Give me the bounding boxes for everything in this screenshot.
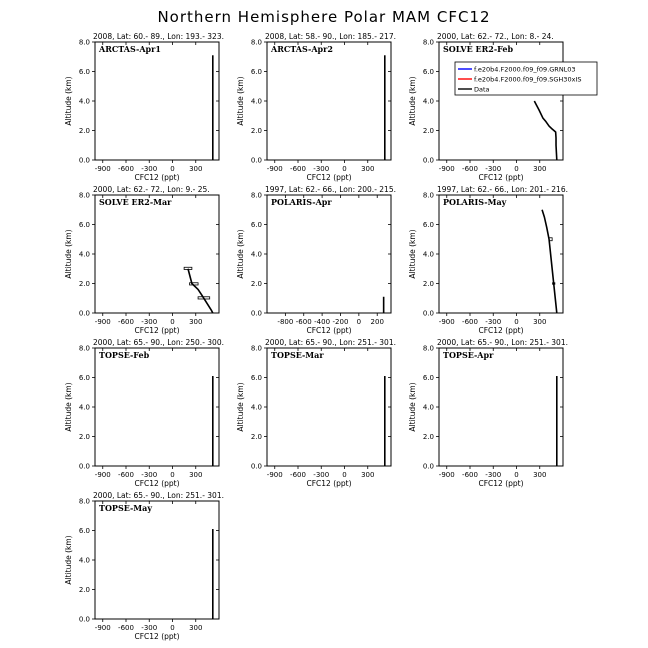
y-axis-label: Altitude (km): [64, 76, 73, 126]
x-tick-label: -600: [118, 624, 134, 632]
y-tick-label: 6.0: [78, 374, 90, 382]
plot-frame: [95, 195, 219, 313]
y-tick-label: 2.0: [422, 433, 434, 441]
data-series-line: [542, 210, 557, 313]
y-tick-label: 4.0: [78, 250, 90, 259]
y-tick-label: 4.0: [422, 403, 434, 412]
x-tick-label: -900: [438, 165, 455, 173]
x-axis-label: CFC12 (ppt): [134, 173, 180, 182]
x-tick-label: -900: [438, 318, 455, 326]
y-tick-label: 6.0: [422, 374, 434, 382]
y-axis-label: Altitude (km): [408, 229, 417, 279]
x-tick-label: 300: [533, 471, 547, 479]
x-tick-label: -600: [118, 318, 134, 326]
panel-header: 2000, Lat: 65.- 90., Lon: 250.- 300.: [93, 338, 224, 347]
x-tick-label: -600: [462, 318, 478, 326]
x-axis-label: CFC12 (ppt): [134, 632, 180, 641]
x-tick-label: -300: [485, 165, 502, 173]
y-tick-label: 6.0: [78, 221, 90, 229]
x-tick-label: 300: [533, 318, 547, 326]
y-tick-label: 8.0: [78, 38, 90, 47]
x-tick-label: 300: [189, 624, 203, 632]
y-tick-label: 0.0: [250, 309, 262, 318]
panel-2: [236, 32, 396, 182]
panel-header: 2000, Lat: 62.- 72., Lon: 8.- 24.: [437, 32, 554, 41]
x-tick-label: 300: [189, 471, 203, 479]
y-tick-label: 8.0: [250, 191, 262, 200]
y-tick-label: 4.0: [422, 250, 434, 259]
panel-6: [408, 185, 568, 335]
x-tick-label: 0: [170, 318, 175, 326]
panels-grid: [64, 32, 597, 641]
x-tick-label: 300: [189, 318, 203, 326]
panel-header: 2008, Lat: 58.- 90., Lon: 185.- 217.: [265, 32, 396, 41]
y-tick-label: 2.0: [78, 433, 90, 441]
panel-name: ARCTAS-Apr2: [271, 44, 333, 54]
x-tick-label: 300: [361, 471, 375, 479]
panel-name: TOPSE-Mar: [271, 350, 324, 360]
plot-frame: [95, 42, 219, 160]
panel-name: POLARIS-May: [443, 197, 507, 207]
y-tick-label: 4.0: [250, 403, 262, 412]
y-axis-label: Altitude (km): [64, 535, 73, 585]
y-axis-label: Altitude (km): [236, 229, 245, 279]
x-tick-label: -600: [295, 318, 312, 326]
data-series-line: [188, 269, 213, 313]
y-tick-label: 2.0: [250, 280, 262, 288]
x-tick-label: -900: [266, 165, 283, 173]
y-tick-label: 0.0: [422, 309, 434, 318]
x-axis-label: CFC12 (ppt): [478, 326, 524, 335]
panel-header: 2000, Lat: 62.- 72., Lon: 9.- 25.: [93, 185, 210, 194]
y-tick-label: 6.0: [78, 68, 90, 76]
y-tick-label: 8.0: [250, 344, 262, 353]
x-tick-label: 0: [342, 165, 347, 173]
panel-7: [64, 338, 224, 488]
legend-label: Data: [474, 85, 490, 94]
x-tick-label: -900: [438, 471, 455, 479]
x-tick-label: 0: [170, 165, 175, 173]
x-tick-label: -300: [141, 471, 158, 479]
panel-header: 2000, Lat: 65.- 90., Lon: 251.- 301.: [437, 338, 568, 347]
y-axis-label: Altitude (km): [64, 382, 73, 432]
plot-frame: [267, 42, 391, 160]
y-tick-label: 8.0: [78, 191, 90, 200]
panel-header: 2000, Lat: 65.- 90., Lon: 251.- 301.: [265, 338, 396, 347]
panel-header: 2000, Lat: 65.- 90., Lon: 251.- 301.: [93, 491, 224, 500]
plot-frame: [267, 348, 391, 466]
y-tick-label: 2.0: [250, 127, 262, 135]
panel-name: TOPSE-Feb: [99, 350, 150, 360]
x-axis-label: CFC12 (ppt): [478, 479, 524, 488]
legend: [455, 62, 597, 95]
x-tick-label: 0: [170, 471, 175, 479]
y-tick-label: 0.0: [78, 156, 90, 165]
x-tick-label: -900: [94, 471, 111, 479]
y-tick-label: 0.0: [250, 462, 262, 471]
x-axis-label: CFC12 (ppt): [306, 326, 352, 335]
plot-frame: [439, 348, 563, 466]
y-tick-label: 8.0: [422, 191, 434, 200]
plot-frame: [439, 42, 563, 160]
panel-4: [64, 185, 219, 335]
y-tick-label: 0.0: [422, 156, 434, 165]
panel-header: 2008, Lat: 60.- 89., Lon: 193.- 323.: [93, 32, 224, 41]
y-tick-label: 6.0: [422, 68, 434, 76]
x-tick-label: -900: [94, 624, 111, 632]
x-tick-label: -600: [290, 165, 306, 173]
x-tick-label: -600: [118, 471, 134, 479]
x-tick-label: 0: [342, 471, 347, 479]
y-tick-label: 2.0: [78, 280, 90, 288]
y-tick-label: 8.0: [78, 497, 90, 506]
panel-5: [236, 185, 396, 335]
y-tick-label: 4.0: [250, 250, 262, 259]
y-tick-label: 2.0: [78, 127, 90, 135]
x-tick-label: -900: [94, 165, 111, 173]
panel-name: TOPSE-Apr: [443, 350, 494, 360]
y-tick-label: 8.0: [78, 344, 90, 353]
x-axis-label: CFC12 (ppt): [134, 479, 180, 488]
panel-name: ARCTAS-Apr1: [99, 44, 161, 54]
y-tick-label: 4.0: [422, 97, 434, 106]
panel-8: [236, 338, 396, 488]
y-tick-label: 6.0: [78, 527, 90, 535]
x-tick-label: -600: [462, 165, 478, 173]
x-tick-label: -300: [485, 471, 502, 479]
x-tick-label: 200: [370, 318, 384, 326]
data-series-line: [534, 101, 556, 160]
x-tick-label: -300: [141, 318, 158, 326]
y-tick-label: 0.0: [78, 615, 90, 624]
plot-frame: [439, 195, 563, 313]
panel-name: POLARIS-Apr: [271, 197, 332, 207]
y-tick-label: 4.0: [78, 97, 90, 106]
plot-frame: [95, 501, 219, 619]
x-tick-label: -900: [266, 471, 283, 479]
y-tick-label: 8.0: [422, 344, 434, 353]
panel-header: 1997, Lat: 62.- 66., Lon: 201.- 216.: [437, 185, 568, 194]
y-axis-label: Altitude (km): [64, 229, 73, 279]
x-tick-label: -800: [277, 318, 294, 326]
y-tick-label: 4.0: [78, 556, 90, 565]
x-tick-label: -600: [118, 165, 134, 173]
panel-9: [408, 338, 568, 488]
x-tick-label: -400: [314, 318, 331, 326]
plot-frame: [95, 348, 219, 466]
x-tick-label: -900: [94, 318, 111, 326]
x-tick-label: -300: [141, 165, 158, 173]
x-tick-label: 0: [514, 318, 519, 326]
panel-name: SOLVE ER2-Feb: [443, 44, 514, 54]
x-axis-label: CFC12 (ppt): [306, 479, 352, 488]
y-tick-label: 2.0: [422, 127, 434, 135]
y-axis-label: Altitude (km): [236, 382, 245, 432]
x-tick-label: -600: [290, 471, 306, 479]
y-tick-label: 0.0: [78, 309, 90, 318]
y-axis-label: Altitude (km): [408, 382, 417, 432]
panel-name: SOLVE ER2-Mar: [99, 197, 172, 207]
legend-label: f.e20b4.F2000.f09_f09.SGH30xIS: [474, 75, 582, 84]
y-tick-label: 8.0: [422, 38, 434, 47]
y-tick-label: 0.0: [78, 462, 90, 471]
panel-header: 1997, Lat: 62.- 66., Lon: 200.- 215.: [265, 185, 396, 194]
x-tick-label: -300: [313, 165, 330, 173]
x-tick-label: 300: [533, 165, 547, 173]
panel-3: [408, 32, 597, 182]
y-tick-label: 4.0: [78, 403, 90, 412]
y-tick-label: 6.0: [422, 221, 434, 229]
x-axis-label: CFC12 (ppt): [306, 173, 352, 182]
x-tick-label: 300: [189, 165, 203, 173]
x-tick-label: 0: [514, 165, 519, 173]
y-tick-label: 2.0: [78, 586, 90, 594]
y-axis-label: Altitude (km): [408, 76, 417, 126]
y-tick-label: 2.0: [250, 433, 262, 441]
y-tick-label: 8.0: [250, 38, 262, 47]
x-tick-label: -300: [141, 624, 158, 632]
panel-10: [64, 491, 224, 641]
x-tick-label: -600: [462, 471, 478, 479]
y-tick-label: 0.0: [250, 156, 262, 165]
x-tick-label: -300: [485, 318, 502, 326]
legend-label: f.e20b4.F2000.f09_f09.GRNL03: [474, 65, 576, 74]
x-tick-label: 0: [356, 318, 362, 326]
figure-title: Northern Hemisphere Polar MAM CFC12: [157, 8, 491, 26]
y-tick-label: 6.0: [250, 221, 262, 229]
plot-frame: [267, 195, 391, 313]
x-axis-label: CFC12 (ppt): [478, 173, 524, 182]
y-tick-label: 0.0: [422, 462, 434, 471]
y-tick-label: 4.0: [250, 97, 262, 106]
y-tick-label: 6.0: [250, 374, 262, 382]
x-tick-label: -200: [332, 318, 349, 326]
y-axis-label: Altitude (km): [236, 76, 245, 126]
y-tick-label: 6.0: [250, 68, 262, 76]
panel-name: TOPSE-May: [99, 503, 152, 513]
x-tick-label: 0: [514, 471, 519, 479]
x-tick-label: 300: [361, 165, 375, 173]
y-tick-label: 2.0: [422, 280, 434, 288]
x-tick-label: 0: [170, 624, 175, 632]
panel-1: [64, 32, 224, 182]
x-tick-label: -300: [313, 471, 330, 479]
x-axis-label: CFC12 (ppt): [134, 326, 180, 335]
